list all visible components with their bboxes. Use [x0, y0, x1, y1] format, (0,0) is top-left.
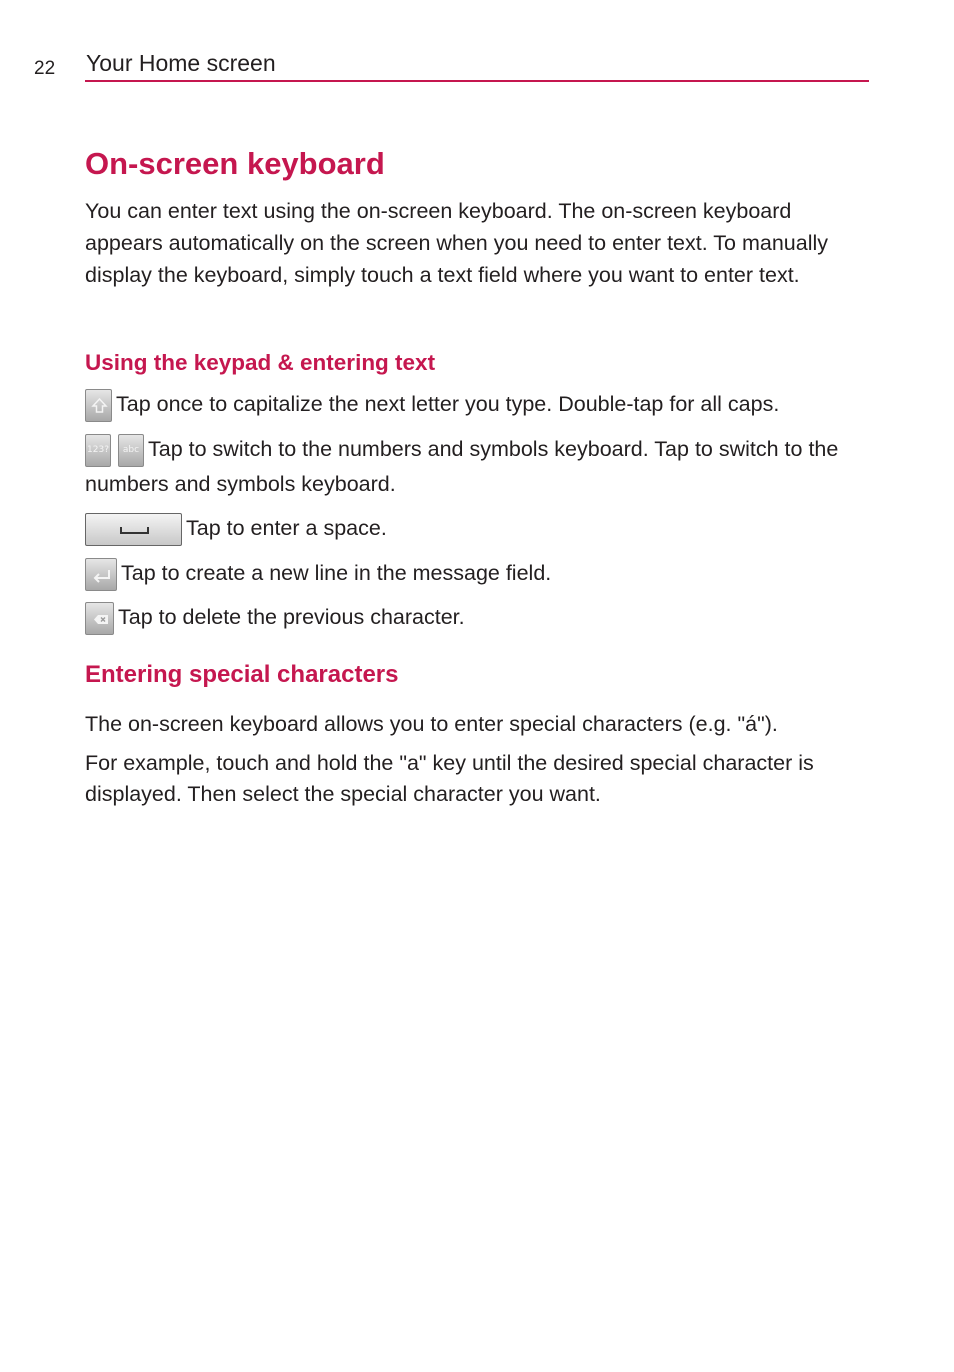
- enter-key-icon: [85, 558, 117, 591]
- delete-item: [85, 600, 875, 635]
- mode-switch-item: [85, 432, 875, 501]
- special-paragraph-2: For example, touch and hold the "a" key until the desired special character is displayed. Then select the special character you want.: [85, 751, 814, 806]
- space-key-icon: [85, 513, 182, 546]
- enter-item-text: Tap to create a new line in the message field.: [121, 561, 552, 585]
- numbers-key-label: 123?: [87, 445, 109, 456]
- space-item: [85, 511, 875, 546]
- enter-item: [85, 556, 875, 591]
- mode-switch-text: Tap to switch to the numbers and symbols keyboard. Tap to switch to the numbers and symbols keyboard.: [85, 437, 839, 496]
- page-number: 22: [34, 58, 56, 79]
- space-item-text: Tap to enter a space.: [186, 516, 387, 540]
- shift-item-text: Tap once to capitalize the next letter you type. Double-tap for all caps.: [116, 392, 780, 416]
- abc-key-label: abc: [122, 445, 140, 456]
- intro-paragraph: You can enter text using the on-screen keyboard. The on-screen keyboard appears automatically on the screen when you need to enter text. To manually display the keyboard, simply touch a text field where you want to enter text.: [85, 199, 828, 287]
- header-rule: [85, 80, 869, 82]
- special-paragraph-1: The on-screen keyboard allows you to enter special characters (e.g. "á").: [85, 712, 778, 736]
- page-title: On-screen keyboard: [85, 146, 385, 181]
- delete-item-text: Tap to delete the previous character.: [118, 605, 465, 629]
- keypad-heading: Using the keypad & entering text: [85, 350, 436, 375]
- abc-key-icon: [118, 434, 144, 467]
- shift-item: [85, 387, 875, 422]
- shift-key-icon: [85, 389, 112, 422]
- delete-key-icon: [85, 602, 114, 635]
- special-characters-heading: Entering special characters: [85, 661, 399, 688]
- running-header: Your Home screen: [86, 50, 276, 76]
- numbers-key-icon: [85, 434, 111, 467]
